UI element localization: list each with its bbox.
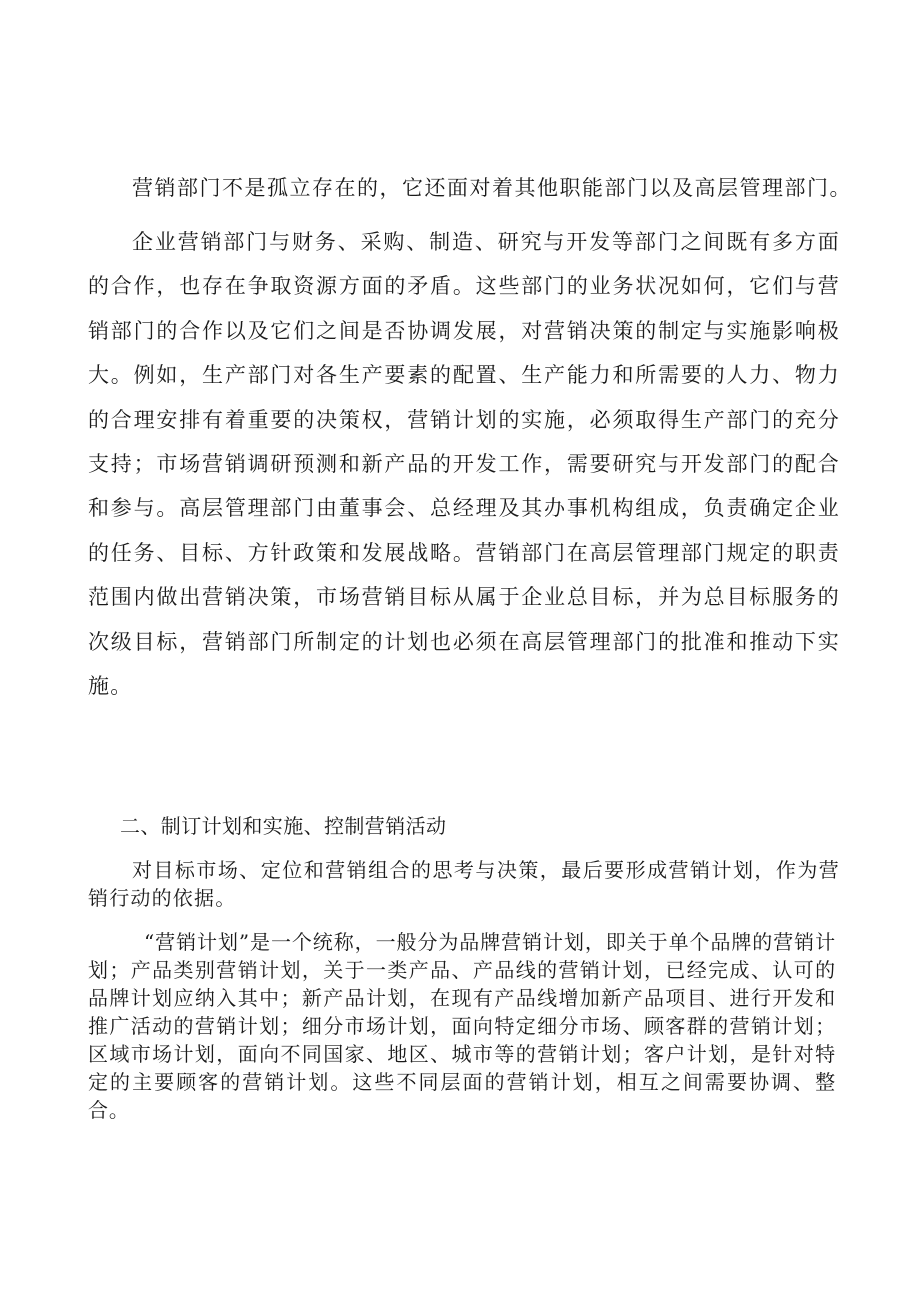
- intro-paragraph: 营销部门不是孤立存在的，它还面对着其他职能部门以及高层管理部门。: [132, 176, 852, 200]
- departments-paragraph: 企业营销部门与财务、采购、制造、研究与开发等部门之间既有多方面的合作，也存在争取资源方面的矛盾。这些部门的业务状况如何，它们与营销部门的合作以及它们之间是否协调发展，对营销决策的制定与实施影响极大。例如，生产部门对各生产要素的配置、生产能力和所需要的人力、物力的合理安排有着重要的决策权，营销计划的实施，必须取得生产部门的充分支持；市场营销调研预测和新产品的开发工作，需要研究与开发部门的配合和参与。高层管理部门由董事会、总经理及其办事机构组成，负责确定企业的任务、目标、方针政策和发展战略。营销部门在高层管理部门规定的职责范围内做出营销决策，市场营销目标从属于企业总目标，并为总目标服务的次级目标，营销部门所制定的计划也必须在高层管理部门的批准和推动下实施。: [88, 230, 840, 699]
- section-heading: 二、制订计划和实施、控制营销活动: [120, 814, 447, 838]
- planning-paragraph: 对目标市场、定位和营销组合的思考与决策，最后要形成营销计划，作为营销行动的依据。: [88, 858, 840, 910]
- plan-types-paragraph: “营销计划”是一个统称，一般分为品牌营销计划，即关于单个品牌的营销计划；产品类别营销计划，关于一类产品、产品线的营销计划，已经完成、认可的品牌计划应纳入其中；新产品计划，在现有产品线增加新产品项目、进行开发和推广活动的营销计划；细分市场计划，面向特定细分市场、顾客群的营销计划；区域市场计划，面向不同国家、地区、城市等的营销计划；客户计划，是针对特定的主要顾客的营销计划。这些不同层面的营销计划，相互之间需要协调、整合。: [88, 930, 836, 1122]
